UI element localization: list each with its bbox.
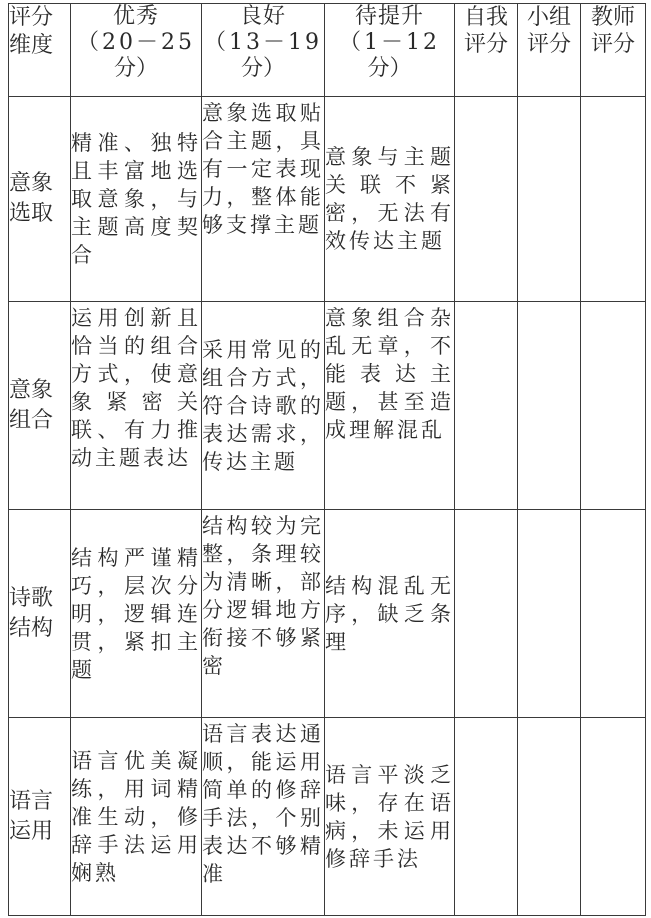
header-excellent <box>71 4 202 97</box>
good-criteria: 采用常见的组合方式，符合诗歌的表达需求，传达主题 <box>202 302 325 510</box>
good-criteria: 意象选取贴合主题，具有一定表现力，整体能够支撑主题 <box>202 97 325 302</box>
teacher-score-cell[interactable] <box>581 718 646 916</box>
improve-criteria: 语言平淡乏味，存在语病，未运用修辞手法 <box>325 718 455 916</box>
row-dimension: 诗歌结构 <box>9 510 71 718</box>
group-score-cell[interactable] <box>518 510 581 718</box>
row-dimension: 意象组合 <box>9 302 71 510</box>
table-row <box>9 718 646 916</box>
rubric-table <box>8 3 646 916</box>
good-criteria: 结构较为完整，条理较为清晰，部分逻辑地方衔接不够紧密 <box>202 510 325 718</box>
header-excellent-range: （20－25 <box>77 30 195 55</box>
row-dimension: 意象选取 <box>9 97 71 302</box>
header-good <box>202 4 325 97</box>
excellent-criteria: 运用创新且恰当的组合方式，使意象紧密关联、有力推动主题表达 <box>71 302 202 510</box>
table-row <box>9 302 646 510</box>
header-row <box>9 4 646 97</box>
header-excellent-unit: 分） <box>113 56 158 81</box>
teacher-score-cell[interactable] <box>581 97 646 302</box>
header-good-unit: 分） <box>240 56 285 81</box>
header-teacher-score: 教师评分 <box>581 4 646 97</box>
self-score-cell[interactable] <box>455 97 518 302</box>
teacher-score-cell[interactable] <box>581 510 646 718</box>
header-self-score: 自我评分 <box>455 4 518 97</box>
header-good-range: （13－19 <box>204 30 322 55</box>
excellent-criteria: 语言优美凝练，用词精准生动，修辞手法运用娴熟 <box>71 718 202 916</box>
header-improve-range: （1－12 <box>339 30 440 55</box>
header-excellent-title: 优秀 <box>112 4 159 29</box>
self-score-cell[interactable] <box>455 510 518 718</box>
header-improve-title: 待提升 <box>354 4 424 29</box>
group-score-cell[interactable] <box>518 718 581 916</box>
good-criteria: 语言表达通顺，能运用简单的修辞手法，个别表达不够精准 <box>202 718 325 916</box>
table-row <box>9 510 646 718</box>
teacher-score-cell[interactable] <box>581 302 646 510</box>
header-improve-unit: 分） <box>367 56 412 81</box>
self-score-cell[interactable] <box>455 718 518 916</box>
table-row <box>9 97 646 302</box>
header-improve <box>325 4 455 97</box>
header-group-score: 小组评分 <box>518 4 581 97</box>
group-score-cell[interactable] <box>518 97 581 302</box>
self-score-cell[interactable] <box>455 302 518 510</box>
header-dimension: 评分维度 <box>9 4 71 97</box>
improve-criteria: 意象组合杂乱无章，不能表达主题，甚至造成理解混乱 <box>325 302 455 510</box>
improve-criteria: 意象与主题关联不紧密，无法有效传达主题 <box>325 97 455 302</box>
group-score-cell[interactable] <box>518 302 581 510</box>
header-good-title: 良好 <box>239 4 286 29</box>
excellent-criteria: 精准、独特且丰富地选取意象，与主题高度契合 <box>71 97 202 302</box>
improve-criteria: 结构混乱无序，缺乏条理 <box>325 510 455 718</box>
row-dimension: 语言运用 <box>9 718 71 916</box>
excellent-criteria: 结构严谨精巧，层次分明，逻辑连贯，紧扣主题 <box>71 510 202 718</box>
